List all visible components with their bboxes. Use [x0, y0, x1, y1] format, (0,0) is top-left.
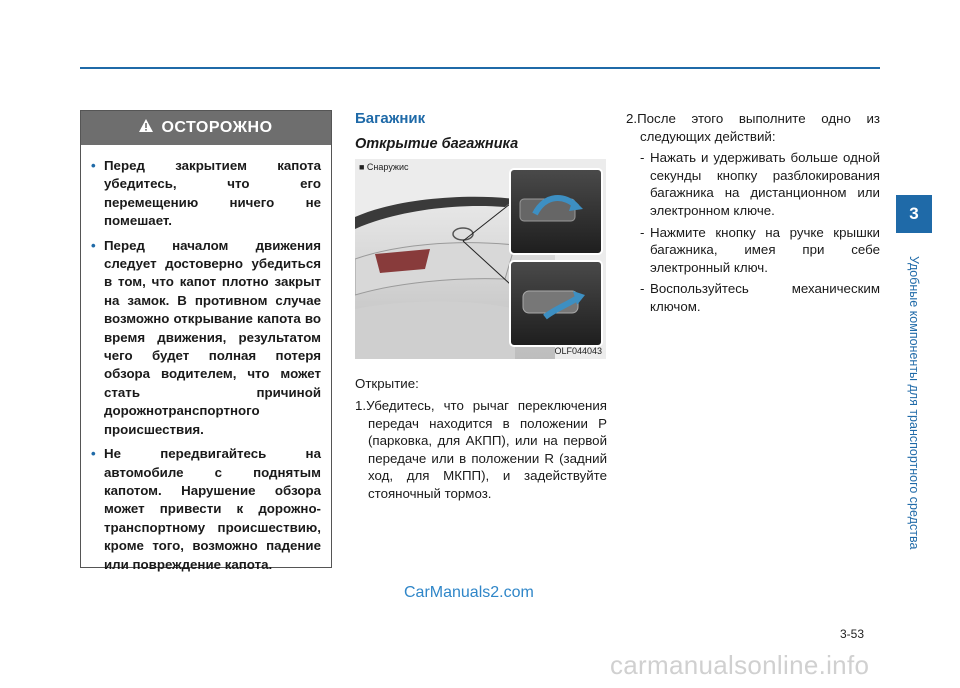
warning-box: [80, 110, 332, 572]
footer-watermark: carmanualsonline.info: [610, 650, 870, 680]
step-2: 2.После этого выполните одно из следующих действий:: [626, 111, 880, 144]
option-list: [626, 149, 880, 315]
option-item: - Нажать и удерживать больше одной секунды кнопку разблокирования багажника на дистанционном или электронном ключе.: [640, 150, 880, 218]
trunk-figure: [355, 159, 606, 359]
bullet-icon: •: [91, 446, 96, 462]
option-item: - Нажмите кнопку на ручке крышки багажника, имея при себе электронный ключ.: [640, 224, 880, 275]
warning-item: • Не передвигайтесь на автомобиле с поднятым капотом. Нарушение обзора может привести к дорожно-транспортному происшествию, кроме того, возможно падение или повреждение капота.: [91, 446, 321, 572]
header-rule: [80, 67, 880, 69]
option-item: - Воспользуйтесь механическим ключом.: [640, 281, 880, 314]
trunk-section: [355, 110, 607, 503]
trunk-steps: [626, 110, 880, 320]
page-number: 3-53: [840, 627, 865, 641]
figure-caption: ■ Снаружис: [359, 162, 409, 172]
section-title: Багажник: [355, 110, 426, 127]
warning-list: [81, 145, 331, 574]
chapter-side-title: Удобные компоненты для транспортного средства: [907, 255, 921, 550]
bullet-icon: •: [91, 237, 96, 253]
warning-item: • Перед закрытием капота убедитесь, что его перемещению ничего не помешает.: [91, 158, 321, 229]
step-1: 1.Убедитесь, что рычаг переключения передач находится в положении P (парковка, для АКПП), или на первой передаче или в положении R (задний ход, для МКПП), и задействуйте стояночный тормоз.: [355, 398, 607, 501]
warning-header: [81, 111, 331, 145]
open-label: Открытие:: [355, 376, 419, 391]
warning-triangle-icon: [139, 119, 153, 137]
section-subtitle: Открытие багажника: [355, 136, 519, 152]
car-rear-illustration: [355, 159, 606, 359]
warning-item: • Перед началом движения следует достоверно убедиться в том, что капот плотно закрыт на замок. В противном случае возможно открывание капота во время движения, результатом чего будет полная потеря обзора водителем, что может стать причиной дорожнотранспортного происшествия.: [91, 237, 321, 437]
warning-title: ОСТОРОЖНО: [161, 119, 273, 136]
bullet-icon: •: [91, 158, 96, 173]
chapter-number-tab: 3: [896, 195, 932, 233]
figure-code: OLF044043: [554, 346, 602, 356]
site-watermark: CarManuals2.com: [404, 584, 534, 601]
